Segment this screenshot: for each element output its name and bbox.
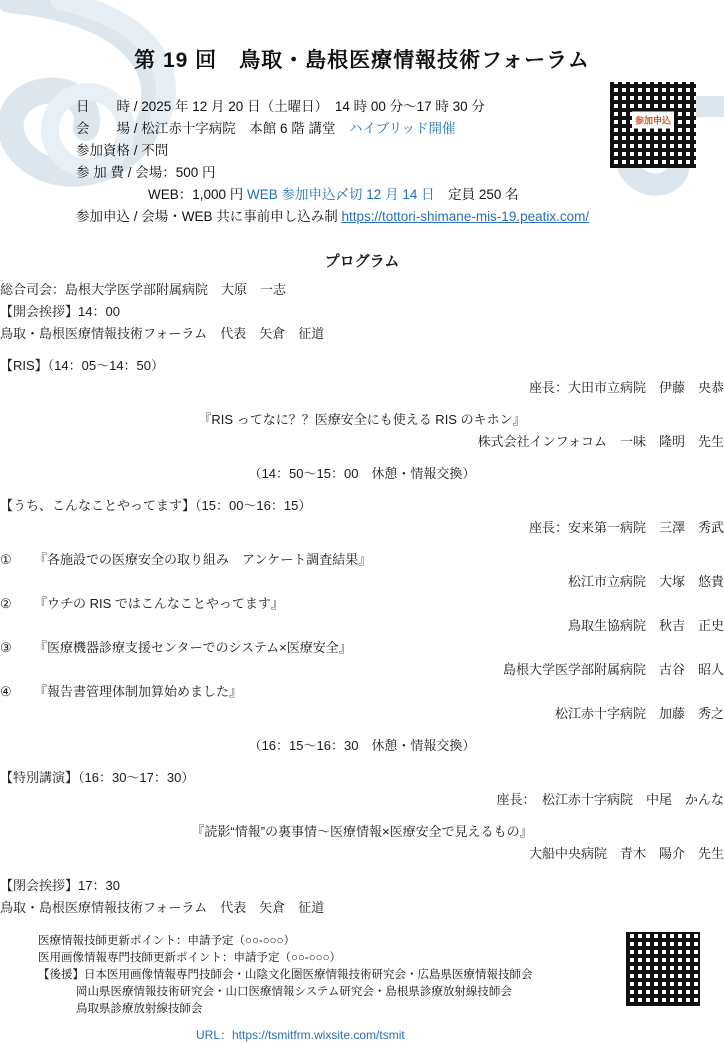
program-line: 座長：安来第一病院 三澤 秀武 [528,520,724,535]
info-venue-hybrid: ハイブリッド開催 [349,121,456,136]
program-line: 【うち、こんなことやってます】（15：00〜16：15） [0,498,312,513]
program-spacer [0,539,724,549]
program-line [0,681,724,703]
info-apply-prefix: 参加申込 / 会場・WEB 共に事前申し込み制 [76,209,342,224]
program-item-text: 『各施設での医療安全の取り組み アンケート調査結果』 [34,552,372,567]
footnote-line: 医用画像情報専門技師更新ポイント：申請予定（○○-○○○） [38,952,342,964]
program-spacer [0,399,724,409]
program-line: （16：15〜16：30 休憩・情報交換） [248,738,476,753]
program-item-number: ④ [0,684,12,699]
program-item-text: 『ウチの RIS ではこんなことやってます』 [34,596,284,611]
program-line: 【特別講演】（16：30〜17：30） [0,770,195,785]
program-spacer [0,811,724,821]
program-spacer [0,865,724,875]
apply-url-link[interactable]: https://tottori-shimane-mis-19.peatix.com/ [341,209,590,224]
program-line: 鳥取・島根医療情報技術フォーラム 代表 矢倉 征道 [0,326,325,341]
qr-code-site[interactable] [626,932,700,1006]
program-item-text: 『報告書管理体制加算始めました』 [34,684,243,699]
footnote-line: 鳥取県診療放射線技師会 [76,1003,203,1015]
program-item-number: ② [0,596,12,611]
qr-code-apply-image [610,82,696,168]
program-line: 島根大学医学部附属病院 古谷 昭人 [502,662,724,677]
program-line: 座長：大田市立病院 伊藤 央恭 [528,380,724,395]
program-line: 総合司会：島根大学医学部附属病院 大原 一志 [0,282,287,297]
footnotes [0,933,724,1018]
program-line: 『RIS ってなに？？医療安全にも使える RIS のキホン』 [198,412,526,427]
info-datetime: 日 時 / 2025 年 12 月 20 日（土曜日） 14 時 00 分〜17 時 30 分 [76,99,485,114]
info-fee-web-suffix: 定員 250 名 [434,187,519,202]
info-qualification: 参加資格 / 不問 [76,143,169,158]
program-line: 松江赤十字病院 加藤 秀之 [554,706,724,721]
info-fee-web-prefix: WEB：1,000 円 [148,187,248,202]
program-line: 【開会挨拶】14：00 [0,304,120,319]
footnote-line: 【後援】日本医用画像情報専門技師会・山陰文化圏医療情報技術研究会・広島県医療情報技師会 [38,969,533,981]
program-line [0,637,724,659]
program-line: 株式会社インフォコム 一味 隆明 先生 [477,434,724,449]
info-fee: 参 加 費 / 会場：500 円 [76,165,216,180]
program-spacer [0,725,724,735]
program-line [0,549,724,571]
footnote-line: 岡山県医療情報技術研究会・山口医療情報システム研究会・島根県診療放射線技師会 [76,986,512,998]
page-title: 第 19 回 鳥取・島根医療情報技術フォーラム [134,49,590,72]
program-line: 大船中央病院 青木 陽介 先生 [528,846,724,861]
program-spacer [0,485,724,495]
program-line: 【閉会挨拶】17：30 [0,878,120,893]
program-line: 『読影“情報”の裏事情〜医療情報×医療安全で見えるもの』 [191,824,533,839]
program-line [0,593,724,615]
program-line: 座長： 松江赤十字病院 中尾 かんな [496,792,724,807]
program-line: 【RIS】（14：05〜14：50） [0,358,165,373]
footnote-line: 医療情報技師更新ポイント：申請予定（○○-○○○） [38,935,296,947]
info-fee-web [76,184,724,206]
program-line: 鳥取・島根医療情報技術フォーラム 代表 矢倉 征道 [0,900,325,915]
program-line: 鳥取生協病院 秋吉 正史 [567,618,724,633]
info-fee-web-deadline: WEB 参加申込〆切 12 月 14 日 [247,187,435,202]
info-venue-text: 会 場 / 松江赤十字病院 本館 6 階 講堂 [76,121,350,136]
qr-code-apply-badge: 参加申込 [632,111,674,128]
program-list [0,279,724,919]
qr-code-apply[interactable] [610,82,696,168]
program-line: 松江市立病院 大塚 悠貴 [567,574,724,589]
program-spacer [0,453,724,463]
info-apply [76,206,724,228]
program-spacer [0,345,724,355]
program-heading: プログラム [324,253,400,270]
site-url: URL：https://tsmitfrm.wixsite.com/tsmit [196,1028,405,1042]
program-line: （14：50〜15：00 休憩・情報交換） [248,466,476,481]
program-spacer [0,757,724,767]
program-item-text: 『医療機器診療支援センターでのシステム×医療安全』 [34,640,352,655]
program-item-number: ③ [0,640,12,655]
program-item-number: ① [0,552,12,567]
